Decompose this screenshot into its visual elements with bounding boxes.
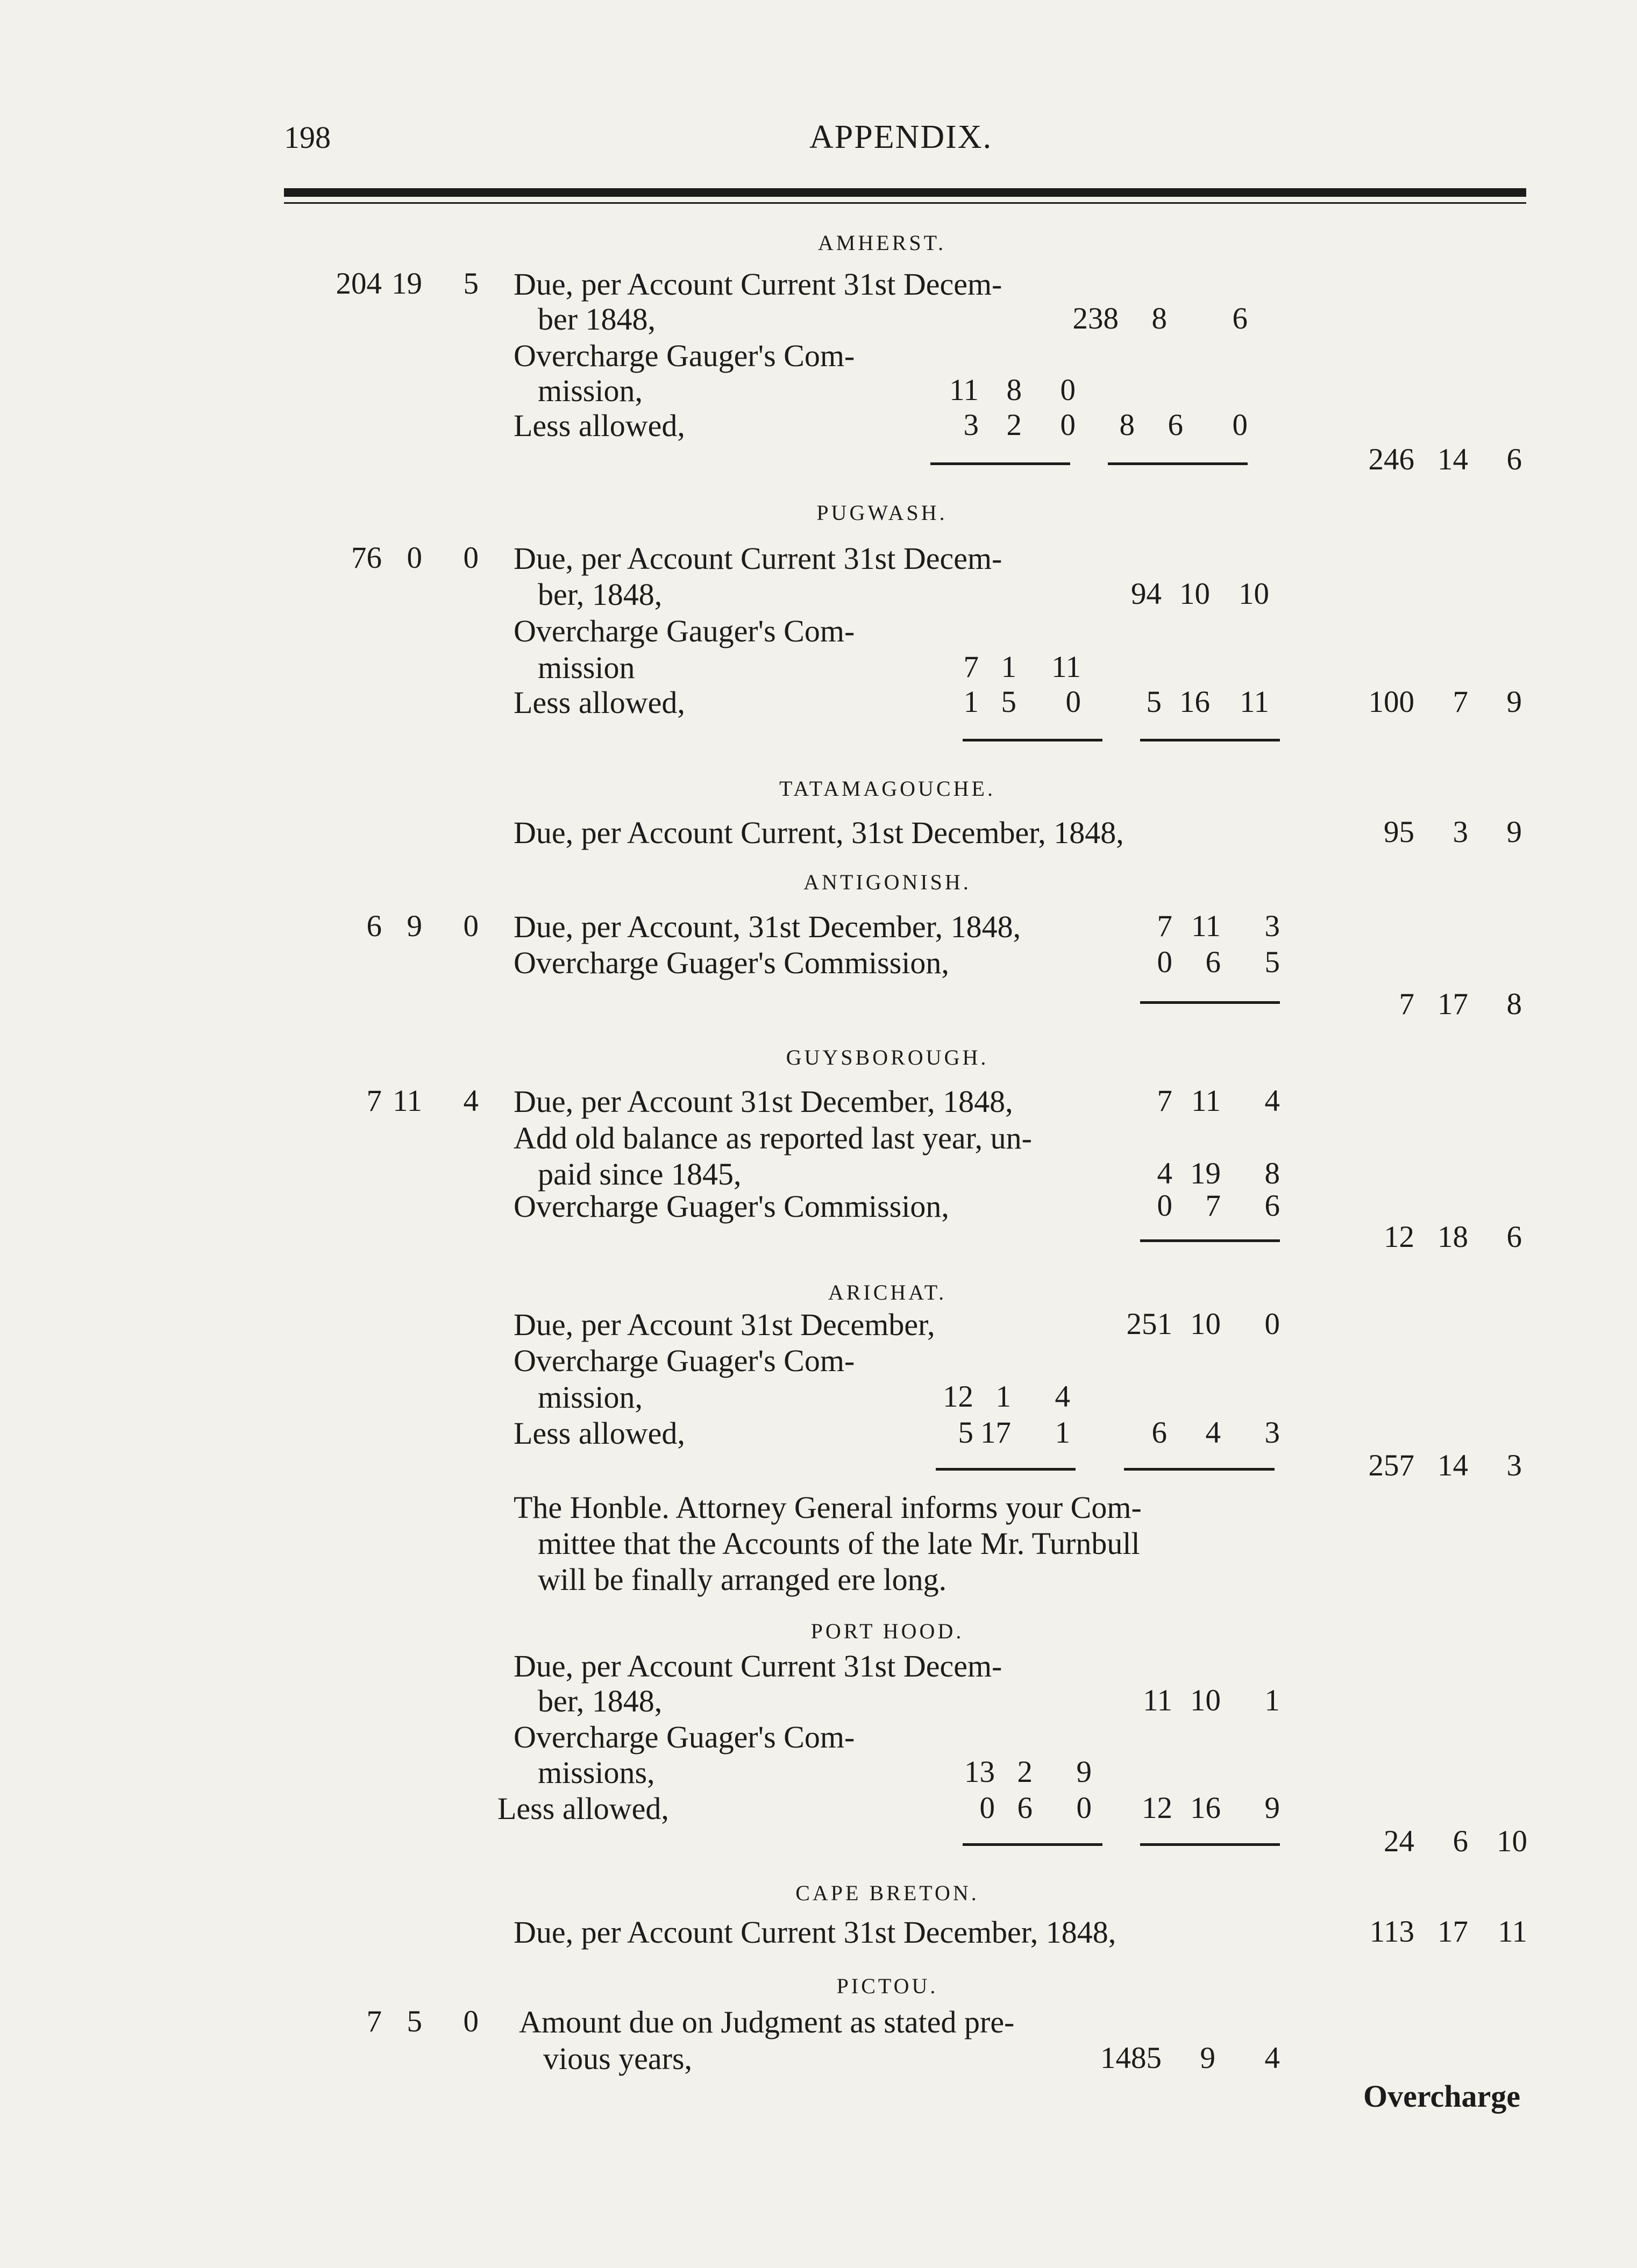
section-title-tatamagouche: TATAMAGOUCHE. — [779, 776, 995, 801]
pugwash-overcharge-pence: 11 — [1051, 650, 1081, 684]
port-hood-overcharge-pounds: 13 — [964, 1755, 995, 1789]
port-hood-less-pence: 0 — [1076, 1791, 1092, 1825]
pugwash-line3: Overcharge Gauger's Com- — [514, 614, 855, 648]
port-hood-less-pounds: 0 — [979, 1791, 995, 1825]
pictou-line2: vious years, — [543, 2041, 693, 2076]
port-hood-due-pence: 1 — [1264, 1684, 1280, 1717]
pugwash-line5: Less allowed, — [514, 685, 685, 720]
left-pence: 5 — [463, 267, 479, 301]
tatamagouche-total-pounds: 95 — [1384, 815, 1414, 849]
pugwash-overcharge-shillings: 1 — [1001, 650, 1016, 684]
antigonish-overcharge-pounds: 0 — [1157, 945, 1172, 979]
port-hood-overcharge-pence: 9 — [1076, 1755, 1092, 1789]
guysborough-overcharge-pounds: 0 — [1157, 1189, 1172, 1223]
amherst-line5: Less allowed, — [514, 408, 685, 443]
section-title-antigonish: ANTIGONISH. — [803, 870, 971, 894]
amherst-net-shillings: 6 — [1168, 408, 1183, 442]
guysborough-total-pounds: 12 — [1384, 1220, 1414, 1254]
antigonish-overcharge-shillings: 6 — [1205, 945, 1221, 979]
arichat-line1: Due, per Account 31st December, — [514, 1307, 935, 1342]
tatamagouche-line1: Due, per Account Current, 31st December, 1848, — [514, 815, 1124, 850]
pugwash-due-shillings: 10 — [1179, 577, 1210, 611]
pugwash-line2: ber, 1848, — [538, 577, 663, 612]
cape-breton-total-pounds: 113 — [1369, 1915, 1414, 1949]
catchword: Overcharge — [1363, 2079, 1521, 2114]
antigonish-total-shillings: 17 — [1437, 987, 1468, 1021]
arichat-line4: Less allowed, — [514, 1416, 685, 1451]
page-number: 198 — [284, 120, 331, 155]
amherst-net-pence: 0 — [1232, 408, 1248, 442]
pugwash-due-pounds: 94 — [1131, 577, 1162, 611]
left-pounds: 7 — [366, 1084, 382, 1118]
left-pounds: 6 — [366, 909, 382, 943]
arichat-line2: Overcharge Guager's Com- — [514, 1343, 855, 1378]
amherst-due-pence: 6 — [1232, 302, 1248, 336]
left-shillings: 11 — [393, 1084, 422, 1118]
left-shillings: 19 — [392, 267, 422, 301]
guysborough-old-pounds: 4 — [1157, 1157, 1172, 1190]
pugwash-net-pence: 11 — [1240, 685, 1269, 719]
amherst-total-pence: 6 — [1506, 443, 1522, 476]
amherst-total-pounds: 246 — [1368, 443, 1414, 476]
separator — [963, 739, 1102, 741]
amherst-line4: mission, — [538, 373, 643, 408]
guysborough-due-pence: 4 — [1264, 1084, 1280, 1118]
port-hood-net-pounds: 12 — [1142, 1791, 1172, 1825]
port-hood-net-pence: 9 — [1264, 1791, 1280, 1825]
arichat-less-pence: 1 — [1055, 1416, 1070, 1450]
port-hood-line4: missions, — [538, 1755, 655, 1790]
arichat-note-line1: The Honble. Attorney General informs your Com- — [514, 1490, 1142, 1525]
left-shillings: 5 — [407, 2005, 422, 2038]
pictou-due-pence: 4 — [1264, 2041, 1280, 2075]
left-pence: 4 — [463, 1084, 479, 1118]
arichat-total-pence: 3 — [1506, 1449, 1522, 1482]
guysborough-old-pence: 8 — [1264, 1157, 1280, 1190]
separator — [1124, 1468, 1275, 1471]
guysborough-overcharge-shillings: 7 — [1205, 1189, 1221, 1223]
port-hood-less-shillings: 6 — [1017, 1791, 1033, 1825]
guysborough-line4: Overcharge Guager's Commission, — [514, 1189, 949, 1224]
amherst-less-pence: 0 — [1060, 408, 1076, 442]
pictou-line1: Amount due on Judgment as stated pre- — [519, 2005, 1015, 2039]
arichat-line3: mission, — [538, 1380, 643, 1415]
arichat-overcharge-pence: 4 — [1055, 1380, 1070, 1414]
left-shillings: 0 — [407, 541, 422, 575]
arichat-note-line2: mittee that the Accounts of the late Mr. Turnbull — [538, 1526, 1140, 1561]
section-title-cape-breton: CAPE BRETON. — [795, 1881, 979, 1905]
arichat-total-shillings: 14 — [1437, 1449, 1468, 1482]
amherst-overcharge-shillings: 8 — [1006, 373, 1022, 407]
port-hood-overcharge-shillings: 2 — [1017, 1755, 1033, 1789]
pugwash-due-pence: 10 — [1239, 577, 1269, 611]
separator — [930, 462, 1070, 465]
arichat-overcharge-shillings: 1 — [995, 1380, 1011, 1414]
cape-breton-line1: Due, per Account Current 31st December, 1848, — [514, 1915, 1116, 1950]
header-rule-thick — [284, 188, 1526, 197]
amherst-line2: ber 1848, — [538, 302, 656, 337]
amherst-due-pounds: 238 — [1072, 302, 1119, 336]
arichat-less-shillings: 17 — [980, 1416, 1011, 1450]
port-hood-net-shillings: 16 — [1190, 1791, 1221, 1825]
guysborough-total-shillings: 18 — [1437, 1220, 1468, 1254]
antigonish-due-pence: 3 — [1264, 909, 1280, 943]
amherst-due-shillings: 8 — [1151, 302, 1167, 336]
amherst-overcharge-pounds: 11 — [949, 373, 979, 407]
running-title: APPENDIX. — [809, 119, 993, 155]
amherst-overcharge-pence: 0 — [1060, 373, 1076, 407]
port-hood-line5: Less allowed, — [497, 1791, 669, 1826]
guysborough-line3: paid since 1845, — [538, 1157, 742, 1192]
port-hood-due-shillings: 10 — [1190, 1684, 1221, 1717]
antigonish-total-pence: 8 — [1506, 987, 1522, 1021]
section-title-port-hood: PORT HOOD. — [810, 1619, 964, 1643]
section-title-arichat: ARICHAT. — [828, 1280, 947, 1304]
pugwash-net-pounds: 5 — [1146, 685, 1162, 719]
guysborough-due-shillings: 11 — [1191, 1084, 1221, 1118]
arichat-net-pounds: 6 — [1151, 1416, 1167, 1450]
section-title-guysborough: GUYSBOROUGH. — [786, 1045, 989, 1069]
guysborough-total-pence: 6 — [1506, 1220, 1522, 1254]
port-hood-line3: Overcharge Guager's Com- — [514, 1720, 855, 1755]
port-hood-total-pounds: 24 — [1384, 1824, 1414, 1858]
left-shillings: 9 — [407, 909, 422, 943]
amherst-line3: Overcharge Gauger's Com- — [514, 338, 855, 373]
amherst-total-shillings: 14 — [1437, 443, 1468, 476]
separator — [936, 1468, 1076, 1471]
antigonish-line1: Due, per Account, 31st December, 1848, — [514, 909, 1021, 944]
separator — [963, 1843, 1102, 1846]
pugwash-total-shillings: 7 — [1453, 685, 1468, 719]
port-hood-line1: Due, per Account Current 31st Decem- — [514, 1649, 1002, 1684]
left-pence: 0 — [463, 909, 479, 943]
arichat-due-pence: 0 — [1264, 1307, 1280, 1341]
port-hood-total-pence: 10 — [1497, 1824, 1527, 1858]
section-title-amherst: AMHERST. — [817, 231, 946, 255]
pictou-due-shillings: 9 — [1200, 2041, 1215, 2075]
port-hood-line2: ber, 1848, — [538, 1684, 663, 1718]
header-rule-thin — [284, 202, 1526, 204]
left-pounds: 7 — [366, 2005, 382, 2038]
section-title-pugwash: PUGWASH. — [816, 501, 948, 525]
pugwash-less-shillings: 5 — [1001, 685, 1016, 719]
cape-breton-total-shillings: 17 — [1437, 1915, 1468, 1949]
arichat-due-pounds: 251 — [1126, 1307, 1172, 1341]
amherst-less-pounds: 3 — [963, 408, 979, 442]
tatamagouche-total-pence: 9 — [1506, 815, 1522, 849]
left-pence: 0 — [463, 2005, 479, 2038]
antigonish-total-pounds: 7 — [1399, 987, 1414, 1021]
arichat-less-pounds: 5 — [958, 1416, 973, 1450]
separator — [1140, 1239, 1280, 1242]
left-pounds: 204 — [336, 267, 382, 301]
left-pence: 0 — [463, 541, 479, 575]
antigonish-line2: Overcharge Guager's Commission, — [514, 945, 949, 980]
guysborough-line2: Add old balance as reported last year, un- — [514, 1121, 1032, 1156]
arichat-note-line3: will be finally arranged ere long. — [538, 1562, 947, 1597]
antigonish-overcharge-pence: 5 — [1264, 945, 1280, 979]
separator — [1108, 462, 1248, 465]
guysborough-line1: Due, per Account 31st December, 1848, — [514, 1084, 1013, 1119]
arichat-overcharge-pounds: 12 — [943, 1380, 973, 1414]
pugwash-less-pounds: 1 — [963, 685, 979, 719]
separator — [1140, 739, 1280, 741]
pugwash-less-pence: 0 — [1065, 685, 1081, 719]
left-pounds: 76 — [351, 541, 382, 575]
pugwash-line4: mission — [538, 650, 635, 685]
amherst-less-shillings: 2 — [1006, 408, 1022, 442]
arichat-net-shillings: 4 — [1205, 1416, 1221, 1450]
pugwash-total-pounds: 100 — [1368, 685, 1414, 719]
pugwash-line1: Due, per Account Current 31st Decem- — [514, 541, 1002, 576]
arichat-total-pounds: 257 — [1368, 1449, 1414, 1482]
separator — [1140, 1843, 1280, 1846]
guysborough-due-pounds: 7 — [1157, 1084, 1172, 1118]
amherst-line1: Due, per Account Current 31st Decem- — [514, 267, 1002, 302]
port-hood-total-shillings: 6 — [1453, 1824, 1468, 1858]
guysborough-overcharge-pence: 6 — [1264, 1189, 1280, 1223]
antigonish-due-shillings: 11 — [1191, 909, 1221, 943]
separator — [1140, 1001, 1280, 1004]
tatamagouche-total-shillings: 3 — [1453, 815, 1468, 849]
antigonish-due-pounds: 7 — [1157, 909, 1172, 943]
cape-breton-total-pence: 11 — [1498, 1915, 1527, 1949]
pugwash-net-shillings: 16 — [1179, 685, 1210, 719]
amherst-net-pounds: 8 — [1119, 408, 1135, 442]
arichat-due-shillings: 10 — [1190, 1307, 1221, 1341]
arichat-net-pence: 3 — [1264, 1416, 1280, 1450]
port-hood-due-pounds: 11 — [1143, 1684, 1172, 1717]
pugwash-overcharge-pounds: 7 — [963, 650, 979, 684]
section-title-pictou: PICTOU. — [836, 1974, 938, 1998]
pictou-due-pounds: 1485 — [1100, 2041, 1162, 2075]
guysborough-old-shillings: 19 — [1190, 1157, 1221, 1190]
pugwash-total-pence: 9 — [1506, 685, 1522, 719]
